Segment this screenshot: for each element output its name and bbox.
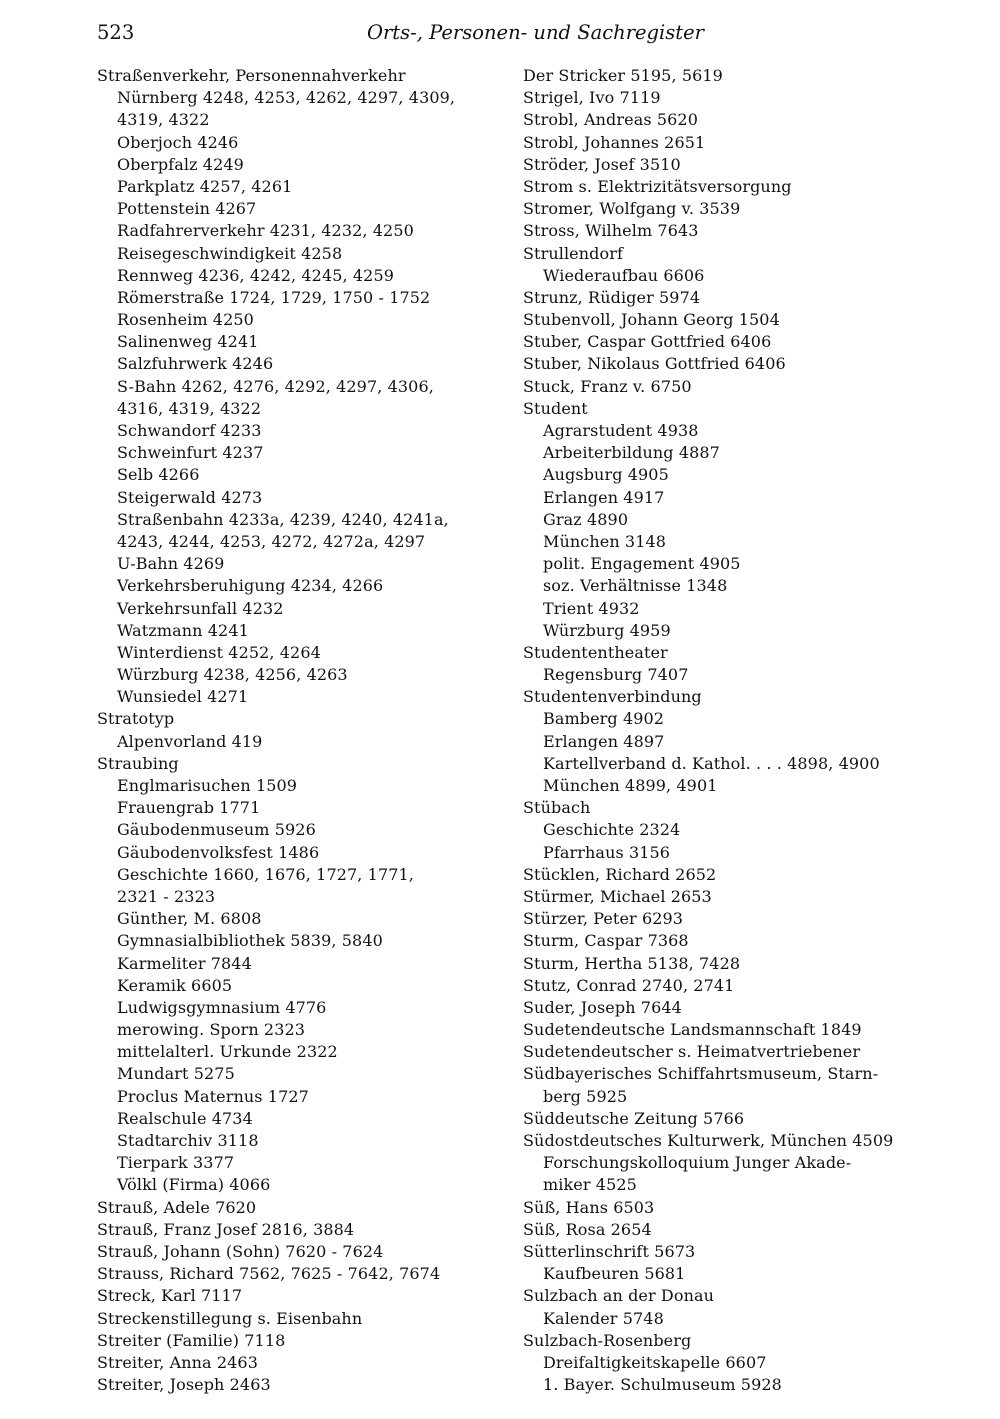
index-subentry: München 4899, 4901 — [543, 776, 718, 795]
index-subentry: Geschichte 2324 — [543, 820, 681, 840]
index-subentry: Proclus Maternus 1727 — [117, 1086, 309, 1106]
index-entry: Süß, Hans 6503 — [523, 1197, 655, 1217]
index-subentry: Forschungskolloquium Junger Akade- — [543, 1153, 852, 1173]
index-subentry: Reisegeschwindigkeit 4258 — [117, 243, 343, 263]
index-subentry: Kalender 5748 — [543, 1308, 664, 1328]
index-subentry: Agrarstudent 4938 — [543, 421, 699, 440]
index-subentry: Frauengrab 1771 — [117, 798, 261, 818]
index-subentry: Verkehrsunfall 4232 — [117, 598, 284, 618]
index-entry: Sulzbach an der Donau — [523, 1286, 715, 1306]
index-subentry: Pottenstein 4267 — [117, 199, 257, 219]
index-entry: Stürmer, Michael 2653 — [523, 886, 712, 906]
index-subentry: Schwandorf 4233 — [117, 421, 262, 440]
index-subentry: Würzburg 4238, 4256, 4263 — [117, 665, 348, 685]
index-entry: Studentenverbindung — [523, 687, 702, 707]
index-entry: Stratotyp — [97, 709, 175, 729]
index-subentry: Arbeiterbildung 4887 — [543, 443, 720, 463]
index-subentry: Tierpark 3377 — [117, 1153, 235, 1173]
index-entry: Straßenverkehr, Personennahverkehr — [97, 66, 406, 85]
index-entry: Sütterlinschrift 5673 — [523, 1241, 696, 1261]
index-subentry: Realschule 4734 — [117, 1108, 253, 1128]
index-entry: Strunz, Rüdiger 5974 — [523, 287, 701, 307]
index-entry: Streck, Karl 7117 — [97, 1286, 243, 1306]
index-subentry: Geschichte 1660, 1676, 1727, 1771, — [117, 864, 414, 884]
index-subentry: Stadtarchiv 3118 — [117, 1131, 259, 1150]
index-subentry: Völkl (Firma) 4066 — [117, 1175, 271, 1195]
index-subentry: U-Bahn 4269 — [117, 554, 225, 574]
index-column-left — [97, 65, 502, 1396]
index-subentry: Radfahrerverkehr 4231, 4232, 4250 — [117, 221, 414, 241]
index-subentry: Graz 4890 — [543, 509, 629, 529]
index-subentry: Kaufbeuren 5681 — [543, 1264, 686, 1284]
index-subentry: Trient 4932 — [543, 598, 640, 618]
index-subentry: München 3148 — [543, 531, 667, 551]
index-entry: Sudetendeutscher s. Heimatvertriebener — [523, 1042, 861, 1062]
index-entry: Strauß, Franz Josef 2816, 3884 — [97, 1219, 355, 1239]
index-entry: Stromer, Wolfgang v. 3539 — [523, 199, 741, 219]
index-subentry: Erlangen 4897 — [543, 731, 665, 751]
index-subentry: soz. Verhältnisse 1348 — [543, 576, 728, 596]
index-entry: Strobl, Johannes 2651 — [523, 132, 706, 152]
index-entry: Sturm, Hertha 5138, 7428 — [523, 953, 741, 973]
index-subentry: Wunsiedel 4271 — [117, 687, 249, 707]
index-entry: Student — [523, 398, 588, 418]
index-entry: Strobl, Andreas 5620 — [523, 110, 698, 130]
index-entry: Straubing — [97, 753, 179, 773]
index-subentry: Dreifaltigkeitskapelle 6607 — [543, 1352, 767, 1372]
index-subentry: 4243, 4244, 4253, 4272, 4272a, 4297 — [117, 531, 426, 551]
index-subentry: Watzmann 4241 — [117, 620, 249, 640]
index-subentry: Steigerwald 4273 — [117, 487, 263, 507]
running-head-title: Orts-, Personen- und Sachregister — [367, 21, 704, 44]
index-subentry: Regensburg 7407 — [543, 665, 689, 685]
index-subentry: Bamberg 4902 — [543, 709, 665, 729]
index-subentry: Salinenweg 4241 — [117, 332, 259, 352]
page-number: 523 — [97, 21, 135, 44]
index-subentry: Straßenbahn 4233a, 4239, 4240, 4241a, — [117, 509, 449, 529]
index-subentry: polit. Engagement 4905 — [543, 554, 741, 574]
index-subentry: merowing. Sporn 2323 — [117, 1020, 306, 1040]
index-subentry: Parkplatz 4257, 4261 — [117, 176, 293, 196]
index-subentry: 1. Bayer. Schulmuseum 5928 — [543, 1375, 782, 1395]
index-subentry: miker 4525 — [543, 1175, 637, 1195]
index-subentry: Winterdienst 4252, 4264 — [117, 642, 321, 662]
index-subentry: Selb 4266 — [117, 465, 200, 485]
index-entry: Ströder, Josef 3510 — [523, 154, 681, 174]
index-entry: Stürzer, Peter 6293 — [523, 909, 684, 929]
index-subentry: Englmarisuchen 1509 — [117, 776, 298, 795]
index-column-right — [523, 65, 923, 1396]
index-subentry: Karmeliter 7844 — [117, 953, 252, 973]
index-subentry: berg 5925 — [543, 1086, 628, 1106]
index-subentry: Verkehrsberuhigung 4234, 4266 — [117, 576, 384, 596]
index-entry: Sulzbach-Rosenberg — [523, 1330, 692, 1350]
index-entry: Süddeutsche Zeitung 5766 — [523, 1108, 745, 1128]
index-entry: Strullendorf — [523, 243, 623, 263]
index-entry: Stuber, Nikolaus Gottfried 6406 — [523, 354, 786, 374]
index-subentry: Römerstraße 1724, 1729, 1750 - 1752 — [117, 287, 431, 307]
index-subentry: Rosenheim 4250 — [117, 310, 254, 330]
index-entry: Streiter, Anna 2463 — [97, 1352, 258, 1372]
index-subentry: Pfarrhaus 3156 — [543, 842, 671, 862]
index-entry: Strigel, Ivo 7119 — [523, 88, 661, 108]
index-subentry: mittelalterl. Urkunde 2322 — [117, 1042, 338, 1062]
index-subentry: Oberjoch 4246 — [117, 132, 239, 152]
index-subentry: Ludwigsgymnasium 4776 — [117, 997, 327, 1017]
index-subentry: Günther, M. 6808 — [117, 909, 262, 929]
index-subentry: Keramik 6605 — [117, 975, 233, 995]
index-entry: Sturm, Caspar 7368 — [523, 931, 689, 951]
index-subentry: Salzfuhrwerk 4246 — [117, 354, 274, 374]
index-subentry: Erlangen 4917 — [543, 487, 665, 507]
index-entry: Stross, Wilhelm 7643 — [523, 221, 699, 241]
index-entry: Strom s. Elektrizitätsversorgung — [523, 176, 792, 196]
index-entry: Stuck, Franz v. 6750 — [523, 376, 692, 396]
index-entry: Der Stricker 5195, 5619 — [523, 66, 723, 85]
index-entry: Streckenstillegung s. Eisenbahn — [97, 1308, 363, 1328]
index-subentry: Gäubodenmuseum 5926 — [117, 820, 316, 840]
index-entry: Suder, Joseph 7644 — [523, 997, 682, 1017]
index-entry: Stuber, Caspar Gottfried 6406 — [523, 332, 772, 352]
index-subentry: 4316, 4319, 4322 — [117, 398, 262, 418]
index-entry: Südbayerisches Schiffahrtsmuseum, Starn- — [523, 1064, 879, 1084]
index-entry: Stübach — [523, 798, 591, 818]
index-subentry: Schweinfurt 4237 — [117, 443, 264, 463]
index-entry: Strauß, Johann (Sohn) 7620 - 7624 — [97, 1241, 384, 1261]
index-subentry: Würzburg 4959 — [543, 620, 671, 640]
index-entry: Streiter, Joseph 2463 — [97, 1375, 271, 1395]
index-entry: Süß, Rosa 2654 — [523, 1219, 652, 1239]
index-entry: Südostdeutsches Kulturwerk, München 4509 — [523, 1131, 894, 1150]
index-subentry: Gäubodenvolksfest 1486 — [117, 842, 320, 862]
index-subentry: Augsburg 4905 — [543, 465, 669, 485]
index-entry: Strauss, Richard 7562, 7625 - 7642, 7674 — [97, 1264, 441, 1284]
index-entry: Sudetendeutsche Landsmannschaft 1849 — [523, 1020, 862, 1040]
index-subentry: Gymnasialbibliothek 5839, 5840 — [117, 931, 383, 951]
index-entry: Studententheater — [523, 642, 668, 662]
index-subentry: Wiederaufbau 6606 — [543, 265, 705, 285]
index-entry: Streiter (Familie) 7118 — [97, 1330, 286, 1350]
index-subentry: Rennweg 4236, 4242, 4245, 4259 — [117, 265, 395, 285]
index-subentry: 4319, 4322 — [117, 110, 210, 130]
index-entry: Strauß, Adele 7620 — [97, 1197, 257, 1217]
index-subentry: Nürnberg 4248, 4253, 4262, 4297, 4309, — [117, 88, 456, 108]
index-entry: Stubenvoll, Johann Georg 1504 — [523, 310, 780, 330]
index-subentry: Kartellverband d. Kathol. . . . 4898, 4900 — [543, 753, 880, 773]
index-entry: Stutz, Conrad 2740, 2741 — [523, 975, 735, 995]
index-subentry: Mundart 5275 — [117, 1064, 235, 1084]
index-subentry: 2321 - 2323 — [117, 886, 216, 906]
index-subentry: S-Bahn 4262, 4276, 4292, 4297, 4306, — [117, 376, 434, 396]
index-subentry: Oberpfalz 4249 — [117, 154, 244, 174]
index-subentry: Alpenvorland 419 — [117, 731, 263, 751]
index-entry: Stücklen, Richard 2652 — [523, 864, 717, 884]
